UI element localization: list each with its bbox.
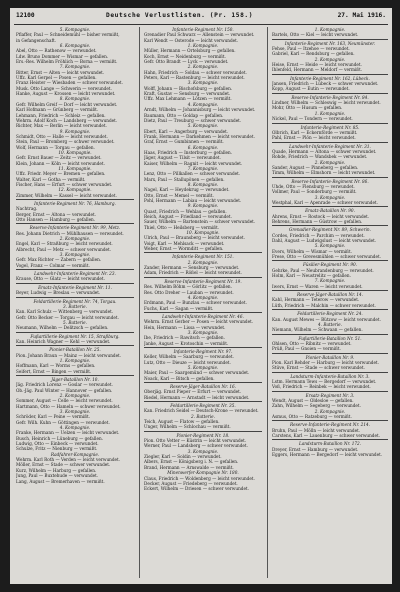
- section-divider: [272, 372, 388, 373]
- unit-heading: Jäger-Bataillon Nr. 10.: [51, 376, 99, 382]
- section-divider: [272, 39, 388, 40]
- casualty-entry: Oberjäg. Ernst Pieper — Erfurt — verwundet.: [144, 389, 242, 395]
- casualty-entry: Wolff, Johann — Bischofsburg — gefallen.: [144, 85, 233, 91]
- unit-heading: 2. Kompagnie.: [187, 64, 219, 70]
- casualty-entry: Neumann, Wilhelm — Delitzsch — gefallen.: [16, 325, 109, 331]
- casualty-entry: Sander, August — Pinneberg — gefallen.: [272, 164, 359, 170]
- casualty-entry: Kurz, Wilhelm — Harburg — gefallen.: [16, 467, 97, 473]
- casualty-entry: Riedel, Hermann — Arnstadt — leicht verwundet.: [144, 394, 250, 400]
- section-divider: [144, 277, 262, 278]
- unit-heading: Infanterie-Regiment Nr. 162, Lübeck.: [290, 75, 370, 81]
- unit-heading: Infanterie-Regiment Nr. 97.: [173, 348, 233, 354]
- unit-heading: Infanterie-Regiment Nr. 76, Hamburg.: [34, 201, 116, 206]
- unit-heading: Radfahrer-Kompagnie.: [50, 451, 100, 457]
- casualty-entry: Gefr. Wilh. Kuhn — Göttingen — verwundet.: [16, 419, 110, 425]
- casualty-entry: Dietz, Paul — Treuburg — schwer verwundet.: [144, 117, 242, 123]
- casualty-entry: Werner, Paul — Landsberg — schwer verwundet.: [144, 443, 248, 449]
- casualty-entry: Adam, Friedrich — Rößel — leicht verwundet.: [144, 270, 242, 276]
- casualty-entry: Müller, Hermann — Ortelsburg — gefallen.: [144, 48, 236, 54]
- unit-heading: Infanterie-Regiment Nr. 151.: [172, 254, 234, 260]
- casualty-entry: Gefr. Otto Brandt — Lyck — verwundet.: [144, 59, 229, 65]
- casualty-entry: Jansen, Friedrich — Lübeck — schwer verwundet.: [272, 81, 379, 87]
- unit-heading: 7. Kompagnie.: [59, 64, 91, 70]
- casualty-entry: Abel, Otto — Rathenow — verwundet.: [16, 48, 97, 54]
- casualty-entry: Ers.-Res. Wilhelm Fröhlich — Borna — vermißt.: [16, 59, 118, 65]
- casualty-entry: Lüth, Friedrich — Malchin — schwer verwundet.: [272, 302, 376, 308]
- column-divider-1: [139, 27, 140, 578]
- unit-heading: Landsturm-Infanterie-Bataillon Nr. 3.: [290, 373, 370, 379]
- casualty-entry: Franke, Hermann — Uelzen — leicht verwundet.: [16, 430, 120, 436]
- casualty-entry: Ebert, Karl — Angerburg — verwundet.: [144, 128, 229, 134]
- column-2: [144, 27, 262, 578]
- casualty-entry: Erdmann, Paul — Bunzlau — schwer verwundet.: [144, 300, 247, 306]
- casualty-entry: Reich, August — Friedland — verwundet.: [144, 214, 232, 220]
- unit-heading: Fußartillerie-Bataillon Nr. 51.: [298, 335, 362, 341]
- unit-heading: 3. Batterie.: [63, 303, 87, 309]
- unit-heading: 4. Kompagnie.: [59, 425, 91, 431]
- unit-heading: 5. Kompagnie.: [59, 27, 91, 32]
- casualty-entry: Koch, Ernst — Neidenburg — vermißt.: [144, 53, 226, 59]
- casualty-entry: Heise, Ernst — Heide — leicht verwundet.: [272, 62, 362, 68]
- section-divider: [272, 74, 388, 75]
- unit-heading: 2. Kompagnie.: [187, 259, 219, 265]
- casualty-entry: Maier, Paul — Saargemünd — schwer verwundet.: [144, 370, 250, 376]
- casualty-entry: Lindner, Wilhelm — Schleswig — leicht verwundet.: [272, 100, 381, 106]
- unit-heading: 4. Kompagnie.: [187, 101, 219, 107]
- casualty-entry: Hein, Hermann — Lissa — verwundet.: [144, 324, 226, 330]
- casualty-entry: Lenz, Otto — Pillkallen — schwer verwundet.: [144, 171, 241, 177]
- casualty-entry: Nagel, Karl — Heydekrug — verwundet.: [144, 187, 230, 193]
- casualty-entry: Otto Hansen — Hamburg — gefallen.: [16, 217, 96, 223]
- casualty-entry: Janke, August — Krotoschin — vermißt.: [144, 340, 229, 346]
- section-divider: [144, 401, 262, 402]
- section-divider: [16, 269, 134, 270]
- unit-heading: 2. Batterie.: [191, 413, 215, 419]
- unit-heading: 5. Batterie.: [63, 319, 87, 325]
- section-divider: [16, 332, 134, 333]
- page-number: 12100: [16, 12, 35, 19]
- casualty-entry: Wehrm. Ernst Gerber — Posen — leicht verwundet.: [144, 319, 254, 325]
- casualty-entry: Schröder, Karl — Peine — vermißt.: [16, 414, 91, 420]
- casualty-entry: Kan. August Mewes — Bützow — leicht verwundet.: [272, 316, 381, 322]
- casualty-entry: Sauer, Wilhelm — Bartenstein — schwer verwundet.: [144, 219, 256, 225]
- casualty-entry: Hahn, Friedrich — Soldau — schwer verwundet.: [144, 69, 247, 75]
- casualty-entry: Gefr. Otto Becker — Torgau — leicht verwundet.: [16, 314, 119, 320]
- unit-heading: 4. Batterie.: [318, 321, 342, 327]
- casualty-entry: Gefr. Max Richter — Zabern — gefallen.: [16, 257, 102, 263]
- casualty-entry: Mohr, Otto — Husum — gefallen.: [272, 105, 343, 111]
- casualty-entry: Kan. Friedrich Seidel — Deutsch-Krone — verwundet.: [144, 408, 259, 414]
- casualty-entry: Wendt, August — Oldesloe — gefallen.: [272, 397, 354, 403]
- casualty-entry: Jäg. Friedrich Lorenz — Goslar — verwundet.: [16, 382, 113, 388]
- unit-heading: 1. Kompagnie.: [187, 43, 219, 49]
- casualty-entry: Kan. Karl Schulz — Wittenberg — verwundet.: [16, 309, 114, 315]
- unit-heading: 2. Kompagnie.: [59, 393, 91, 398]
- casualty-entry: Ohlsen, Otto — Ribnitz — verwundet.: [272, 340, 352, 346]
- unit-heading: 9. Kompagnie.: [59, 128, 91, 134]
- casualty-entry: Zahn, Wilhelm — Segeberg — verwundet.: [272, 403, 361, 409]
- casualty-entry: Nickel, Paul — Tondern — verwundet.: [272, 116, 353, 122]
- casualty-entry: Karl Hofmann — Grünberg — vermißt.: [16, 107, 99, 113]
- unit-heading: Ersatz-Infanterie-Regiment Nr. 11.: [38, 284, 112, 290]
- casualty-entry: Bartels, Otto — Kiel — leicht verwundet.: [272, 32, 359, 38]
- casualty-entry: Thiel, Otto — Heilsberg — vermißt.: [144, 224, 220, 230]
- section-divider: [16, 283, 134, 284]
- unit-heading: 2. Kompagnie.: [314, 408, 346, 414]
- newspaper-page: [10, 8, 392, 584]
- unit-heading: Grenadier-Regiment Nr. 89, Schwerin.: [289, 227, 371, 233]
- casualty-entry: Lutz, Otto — Dieuze — leicht verwundet.: [144, 359, 231, 365]
- unit-heading: Infanterie-Regiment Nr. 85.: [300, 124, 360, 130]
- section-divider: [272, 93, 388, 94]
- casualty-entry: Karl Wendt — Osterode — leicht verwundet.: [144, 37, 239, 43]
- casualty-entry: Eckert, Wilhelm — Driesen — schwer verwundet.: [144, 486, 249, 492]
- casualty-entry: Carstens, Karl — Lauenburg — schwer verwundet.: [272, 433, 380, 439]
- casualty-entry: Ibe, Friedrich — Rawitsch — gefallen.: [144, 335, 225, 341]
- casualty-entry: Busch, Heinrich — Lüneburg — gefallen.: [16, 435, 103, 441]
- casualty-entry: Iwers, Ernst — Waren — leicht verwundet.: [272, 283, 363, 289]
- casualty-entry: Wolf, Hermann — Torgau — gefallen.: [16, 144, 95, 150]
- unit-heading: Pionier-Regiment Nr. 18.: [176, 432, 230, 438]
- casualty-entry: Klein, Johann — Köln — leicht verwundet.: [16, 160, 105, 166]
- unit-heading: 10. Kompagnie.: [186, 230, 220, 236]
- casualty-entry: Ihlenfeld, Hermann — Meldorf — vermißt.: [272, 67, 363, 73]
- unit-heading: Landwehr-Infanterie-Regiment Nr. 31.: [289, 143, 371, 149]
- casualty-entry: Uffz. Karl Gerpel — Posen — gefallen.: [16, 75, 97, 81]
- unit-heading: Füsilier-Regiment Nr. 90.: [302, 262, 357, 268]
- casualty-entry: Stüve, Ernst — Stade — schwer verwundet.: [272, 365, 365, 371]
- casualty-entry: in Gefangenschaft.: [16, 37, 57, 43]
- casualty-entry: Hartmann, Otto — Hameln — schwer verwundet.: [16, 403, 121, 409]
- casualty-entry: Arndt, Wilhelm — Johannisburg — leicht verwundet.: [144, 107, 256, 113]
- unit-heading: Landwehr-Infanterie-Regiment Nr. 46.: [162, 313, 244, 319]
- casualty-entry: Eggers, Hermann — Bergedorf — leicht verwundet.: [272, 452, 383, 458]
- casualty-entry: Peters, Karl — Rastenburg — leicht verwundet.: [144, 75, 245, 81]
- casualty-entry: Lang, August — Bremerhaven — vermißt.: [16, 478, 105, 484]
- casualty-entry: Kopp, August — Eutin — verwundet.: [272, 86, 350, 92]
- casualty-entry: Schulze, Fritz — Nienburg — vermißt.: [16, 446, 98, 452]
- header-rule: [14, 24, 388, 25]
- casualty-entry: Ludwig, Otto — Einbeck — verwundet.: [16, 441, 99, 447]
- section-divider: [272, 439, 388, 440]
- casualty-entry: Rohde, Friedrich — Wandsbek — verwundet.: [272, 154, 368, 160]
- casualty-entry: Evers, Wilhelm — Wismar — vermißt.: [272, 248, 352, 254]
- unit-heading: 8. Kompagnie.: [59, 96, 91, 102]
- unit-heading: 2. Kompagnie.: [59, 236, 91, 242]
- section-divider: [272, 353, 388, 354]
- unit-heading: Landwehr-Infanterie-Regiment Nr. 23.: [34, 271, 116, 277]
- unit-heading: Infanterie-Regiment Nr. 163, Neumünster.: [284, 40, 376, 46]
- unit-heading: Feldartillerie-Regiment Nr. 24.: [297, 311, 363, 317]
- casualty-entry: Cordes, Friedrich — Parchim — verwundet.: [272, 232, 365, 238]
- casualty-entry: Voigt, Karl — Mehlsack — verwundet.: [144, 240, 225, 246]
- unit-heading: Pionier-Bataillon Nr. 9.: [305, 354, 355, 360]
- section-divider: [272, 290, 388, 291]
- section-divider: [144, 252, 262, 253]
- casualty-entry: Vollmer, Paul — Sonderburg — vermißt.: [272, 189, 357, 195]
- section-divider: [144, 382, 262, 383]
- unit-heading: 3. Kompagnie.: [187, 329, 219, 335]
- casualty-entry: Gehrke, Paul — Neubrandenburg — verwundet.: [272, 267, 374, 273]
- unit-heading: 1. Kompagnie.: [314, 27, 346, 32]
- unit-heading: 12. Kompagnie.: [58, 187, 92, 193]
- unit-heading: 2. Kompagnie.: [314, 159, 346, 165]
- section-divider: [272, 123, 388, 124]
- casualty-entry: Prüß, Paul — Gnoien — vermißt.: [272, 346, 341, 352]
- unit-heading: Ersatz-Bataillon Nr. 90.: [305, 208, 355, 214]
- unit-heading: Feldartillerie-Regiment Nr. 35.: [170, 403, 236, 409]
- column-3: [272, 27, 388, 578]
- unit-heading: Landsturm-Bataillon Nr. 172.: [298, 441, 362, 447]
- casualty-entry: Ulrich, Paul — Braunsberg — leicht verwundet.: [144, 235, 245, 241]
- casualty-entry: Wehrm. Adolf Koch — Landsberg — verwundet.: [16, 117, 118, 123]
- unit-heading: Reserve-Infanterie-Regiment Nr. 19.: [164, 278, 242, 284]
- casualty-entry: Fuchs, Karl — Sagan — vermißt.: [144, 305, 214, 311]
- unit-heading: Reserve-Jäger-Bataillon Nr. 16.: [169, 384, 237, 389]
- unit-heading: 3. Kompagnie.: [59, 409, 91, 415]
- casualty-entry: Quast, Friedrich — Wehlau — gefallen.: [144, 208, 227, 214]
- section-divider: [272, 225, 388, 226]
- casualty-entry: Graf, Ernst — Gumbinnen — vermißt.: [144, 139, 224, 145]
- casualty-entry: Weber, Ernst — Wormditt — gefallen.: [144, 246, 224, 252]
- casualty-entry: Zander, Hermann — Sensburg — verwundet.: [144, 265, 240, 271]
- casualty-entry: Pahl, Ernst — Plön — leicht verwundet.: [272, 135, 356, 141]
- casualty-entry: Res. Wilhelm Böhm — Görlitz — gefallen.: [144, 284, 232, 290]
- unit-heading: 1. Kompagnie.: [314, 110, 346, 116]
- casualty-entry: Res. Otto Dreher — Lauban — verwundet.: [144, 289, 234, 295]
- casualty-entry: Frese, Otto — Grevesmühlen — schwer verwundet.: [272, 254, 381, 260]
- casualty-entry: Uffz. Max Lehmann — Lötzen — vermißt.: [144, 96, 232, 102]
- casualty-entry: Niemann, Wilhelm — Schwaan — gefallen.: [272, 327, 363, 333]
- casualty-entry: Uffz. Friedr. Meyer — Bremen — gefallen.: [16, 171, 106, 177]
- casualty-entry: Decker, August — Friedeberg — verwundet.: [144, 480, 238, 486]
- unit-heading: Fußartillerie-Regiment Nr. 15, Straßburg.: [30, 333, 120, 339]
- page-header: [10, 8, 392, 24]
- unit-heading: 7. Kompagnie.: [314, 278, 346, 284]
- unit-heading: 11. Kompagnie.: [58, 165, 92, 171]
- casualty-entry: Krause, Otto — Glatz — leicht verwundet.: [16, 276, 105, 282]
- casualty-entry: Frank, Hermann — Darkehmen — leicht verwundet.: [144, 133, 255, 139]
- column-1: [16, 27, 134, 578]
- casualty-entry: Quade, Hermann — Altona — schwer verwundet.: [272, 148, 377, 154]
- casualty-entry: Kahl, Hermann — Teterow — verwundet.: [272, 297, 360, 303]
- casualty-entry: Ob.-Jäg. Paul Winter — Hannover — gefallen.: [16, 387, 113, 393]
- casualty-entry: Teich, August — Flatow — gefallen.: [144, 419, 220, 425]
- section-divider: [16, 375, 134, 376]
- casualty-entry: Beyer, Ludwig — Breslau — verwundet.: [16, 290, 101, 296]
- casualty-entry: Sommer, August — Celle — leicht verwundet.: [16, 398, 113, 404]
- casualty-entry: Otto, Ernst — Memel — vermißt.: [144, 192, 214, 198]
- casualty-entry: Ahrens, Ernst — Rostock — leicht verwundet.: [272, 213, 370, 219]
- column-divider-2: [267, 27, 268, 578]
- casualty-entry: Pohl, Hermann — Labiau — leicht verwundet.: [144, 198, 242, 203]
- unit-heading: 6. Kompagnie.: [59, 43, 91, 49]
- casualty-entry: Olbrich, Karl — Eckernförde — vermißt.: [272, 129, 358, 135]
- casualty-entry: Bitter, Ernst — Alten — leicht verwundet.: [16, 69, 105, 75]
- section-divider: [144, 312, 262, 313]
- casualty-entry: Keller, Wilhelm — Saarburg — verwundet.: [144, 354, 234, 360]
- casualty-entry: Brand, Hermann — Arnswalde — vermißt.: [144, 464, 234, 470]
- unit-heading: Reserve-Infanterie-Regiment Nr. 84.: [291, 94, 369, 100]
- section-divider: [16, 199, 134, 200]
- unit-heading: 8. Kompagnie.: [187, 181, 219, 187]
- unit-heading: Pionier-Bataillon Nr. 25.: [49, 347, 101, 353]
- casualty-entry: Bruhn, Paul — Mölln — leicht verwundet.: [272, 427, 361, 433]
- casualty-entry: Lstm. Hermann Tews — Bergedorf — verwundet.: [272, 378, 377, 384]
- section-divider: [272, 177, 388, 178]
- unit-heading: 3. Kompagnie.: [59, 252, 91, 258]
- casualty-entry: Grenadier Paul Schwarz — Allenstein — verwundet.: [144, 32, 255, 38]
- casualty-entry: Gefr. Wilhelm Greif — Dorf — leicht verwundet.: [16, 101, 118, 107]
- casualty-entry: Berger, Ernst — Altona — verwundet.: [16, 211, 96, 217]
- unit-heading: Infanterie-Regiment Nr. 150.: [172, 27, 234, 32]
- casualty-entry: Nachtrag.: [16, 206, 38, 212]
- unit-heading: 9. Kompagnie.: [187, 203, 219, 209]
- casualty-entry: Uhde, Otto — Flensburg — verwundet.: [272, 183, 355, 189]
- unit-heading: 5. Kompagnie.: [187, 123, 219, 129]
- casualty-entry: Voß, Friedrich — Reinbek — leicht verwundet.: [272, 384, 371, 390]
- casualty-entry: Musk. Otto Lange — Schwerin — verwundet.: [16, 85, 112, 91]
- casualty-entry: Dahl, August — Ludwigslust — leicht verwundet.: [272, 238, 377, 244]
- casualty-entry: Kraft, Gustav — Sensburg — verwundet.: [144, 91, 231, 97]
- casualty-entry: Holm, Karl — Neustrelitz — gefallen.: [272, 273, 351, 279]
- casualty-entry: Pflaffer, Paul — Schneidemühl — bisher vermißt,: [16, 32, 120, 38]
- unit-heading: 5. Kompagnie.: [314, 243, 346, 249]
- casualty-entry: Walter, Karl — Gotha — vermißt.: [16, 176, 86, 182]
- casualty-entry: Haas, Friedrich — Insterburg — gefallen.: [144, 149, 233, 155]
- casualty-entry: Stein, Paul — Bromberg — schwer verwundet.: [16, 139, 115, 145]
- casualty-entry: Marx, Paul — Stallupönen — gefallen.: [144, 176, 225, 182]
- section-divider: [272, 309, 388, 310]
- casualty-entry: Jäger, August — Tilsit — verwundet.: [144, 155, 221, 161]
- unit-heading: Ersatz-Regiment Nr. 3.: [305, 392, 355, 398]
- casualty-entry: Fehse, Paul — Itzehoe — verwundet.: [272, 46, 350, 52]
- section-divider: [272, 391, 388, 392]
- unit-heading: 7. Kompagnie.: [187, 165, 219, 171]
- casualty-entry: Schmidt, Otto — Halle — leicht verwundet.: [16, 133, 108, 139]
- unit-heading: Reserve-Infanterie-Regiment Nr. 86.: [291, 178, 369, 184]
- casualty-entry: Hanke, August — Krossen — leicht verwundet.: [16, 91, 116, 97]
- casualty-entry: Franz Heister — Wiesbaden — schwer verwundet.: [16, 80, 123, 86]
- unit-heading: Reserve-Jäger-Bataillon Nr. 14.: [296, 292, 364, 298]
- casualty-entry: Pion. Otto Vetter — Küstrin — leicht verwundet.: [144, 438, 247, 444]
- unit-heading: Feldartillerie-Regiment Nr. 74, Torgau.: [33, 298, 117, 304]
- unit-heading: Reserve-Infanterie-Regiment Nr. 214.: [289, 422, 370, 428]
- unit-heading: 2. Kompagnie.: [314, 56, 346, 62]
- casualty-entry: Baumann, Otto — Goldap — gefallen.: [144, 112, 224, 118]
- casualty-entry: Dreyer, Ernst — Hamburg — verwundet.: [272, 446, 359, 452]
- section-divider: [16, 223, 134, 224]
- casualty-entry: Engel, Karl — Straßburg — leicht verwundet.: [16, 241, 113, 247]
- casualty-entry: Möller, Ernst — Stade — schwer verwundet.: [16, 462, 111, 468]
- unit-heading: 3. Kompagnie.: [187, 448, 219, 454]
- section-divider: [144, 431, 262, 432]
- casualty-entry: Behrens, Hermann — Güstrow — gefallen.: [272, 219, 363, 224]
- casualty-entry: Jung, Paul — Buxtehude — verwundet.: [16, 473, 99, 479]
- casualty-entry: Kaiser, Wilhelm — Ragnit — leicht verwundet.: [144, 160, 243, 166]
- section-divider: [272, 206, 388, 207]
- casualty-entry: Vogel, Franz — Colmar — vermißt.: [16, 262, 90, 268]
- casualty-entry: Albrecht, Paul — Metz — schwer verwundet.: [16, 246, 112, 252]
- unit-heading: Reserve-Infanterie-Regiment Nr. 99, Metz.: [29, 225, 121, 231]
- casualty-entry: Gabriel, Karl — Rendsburg — gefallen.: [272, 51, 355, 57]
- section-divider: [16, 345, 134, 346]
- casualty-entry: Pion. Johann Braun — Mainz — leicht verwundet.: [16, 352, 122, 358]
- casualty-entry: Albers, Ernst — Königsberg i. N. — gefallen.: [144, 459, 239, 465]
- casualty-entry: Seifert, Ernst — Bingen — vermißt.: [16, 368, 92, 374]
- section-divider: [272, 260, 388, 261]
- section-divider: [272, 142, 388, 143]
- casualty-entry: Ldw. Bruno Dommer — Wismar — gefallen.: [16, 53, 109, 59]
- unit-heading: 6. Kompagnie.: [187, 144, 219, 150]
- section-divider: [144, 347, 262, 348]
- casualty-entry: Kan. Heinrich Wagner — Kehl — verwundet.: [16, 338, 111, 344]
- casualty-entry: Ziegler, Karl — Soldin — verwundet.: [144, 454, 222, 460]
- casualty-entry: Westphal, Karl — Apenrade — schwer verwundet.: [272, 199, 378, 205]
- casualty-entry: Zimmer, Wilhelm — Kassel — leicht verwundet.: [16, 192, 117, 198]
- casualty-entry: Asmus, Otto — Ratzeburg — vermißt.: [272, 414, 352, 419]
- casualty-entry: Timm, Wilhelm — Elmshorn — leicht verwundet.: [272, 170, 376, 176]
- casualty-entry: Pion. Karl Rehder — Harburg — leicht verwundet.: [272, 359, 379, 365]
- unit-heading: 1. Kompagnie.: [59, 357, 91, 363]
- publication-date: 27. Mai 1916.: [337, 12, 386, 19]
- section-divider: [16, 297, 134, 298]
- casualty-entry: Res. Johann Dietrich — Mühlhausen — verwundet.: [16, 230, 124, 236]
- section-divider: [272, 420, 388, 421]
- unit-heading: 3. Kompagnie.: [187, 80, 219, 86]
- casualty-entry: Wehrm. Karl Roth — Verden — leicht verwundet.: [16, 457, 121, 463]
- casualty-entry: Lehmann, Friedrich — Schleiz — gefallen.: [16, 112, 106, 118]
- casualty-entry: Noack, Karl — Bitsch — gefallen.: [144, 375, 215, 381]
- section-divider: [272, 334, 388, 335]
- unit-heading: 4. Kompagnie.: [187, 294, 219, 300]
- casualty-entry: Richter, Max — Berlin — leicht verwundet.: [16, 123, 107, 129]
- casualty-entry: Unger, Wilhelm — Schlochau — vermißt.: [144, 424, 231, 430]
- unit-heading: 5. Kompagnie.: [187, 364, 219, 370]
- unit-heading: 10. Kompagnie.: [58, 149, 92, 155]
- publication-title: Deutsche Verlustlisten. (Pr. 158.): [106, 12, 254, 19]
- casualty-entry: Gefr. Ernst Bauer — Zeitz — verwundet.: [16, 155, 102, 161]
- unit-heading: Minenwerfer-Kompagnie Nr. 180.: [167, 470, 239, 476]
- casualty-entry: Claus, Friedrich — Woldenberg — leicht verwundet.: [144, 475, 255, 481]
- casualty-entry: Hoffmann, Karl — Worms — gefallen.: [16, 363, 96, 369]
- unit-heading: 3. Kompagnie.: [314, 194, 346, 200]
- casualty-entry: Fischer, Hans — Erfurt — schwer verwundet.: [16, 181, 113, 187]
